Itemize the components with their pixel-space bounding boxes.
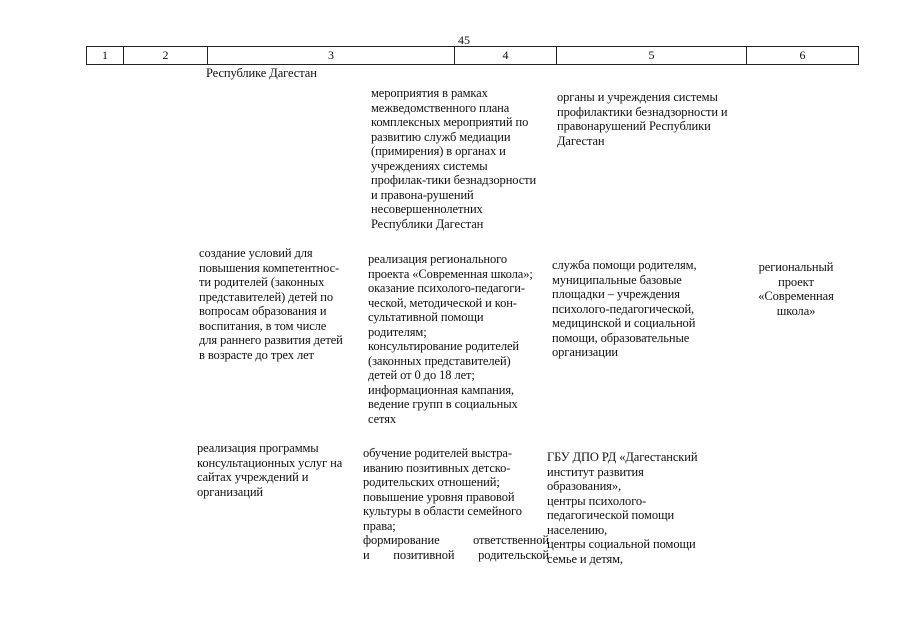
text-line: «Современная [758,289,834,303]
table-column-header-row [86,46,859,65]
text-word: позитивной [393,547,455,562]
text-line: сультативной помощи [368,310,484,324]
text-line: ческой, методической и кон- [368,295,517,310]
column-number-5: 5 [557,47,747,64]
text-line: реализация программы [197,441,319,455]
text-line: служба помощи родителям, [552,258,697,272]
text-line: организаций [197,484,264,499]
text-line: ведение групп в социальных [368,397,518,411]
text-line: создание условий для [199,246,313,260]
row2-activities-cell [368,252,533,426]
text-line: ти родителей (законных [199,275,325,289]
text-line: психолого-педагогической, [552,301,695,316]
text-line: организации [552,345,619,359]
text-line: воспитания, в том числе [199,318,327,333]
text-line: реализация регионального [368,252,508,266]
text-line: мероприятия в рамках [371,86,488,100]
text-line: развитию служб медиации [371,129,511,144]
text-line: и правона-рушений [371,187,474,202]
text-line: педагогической помощи [547,508,675,522]
column-number-4: 4 [455,47,557,64]
text-line: органы и учреждения системы [557,90,718,104]
text-line: Республике Дагестан [206,66,317,80]
text-line: родителям; [368,324,427,339]
text-line: площадки – учреждения [552,287,680,301]
text-line: несовершеннолетних [371,202,483,216]
text-word: ответственной [473,533,549,547]
row1-executors-cell [557,90,728,148]
text-line: проекта «Современная школа»; [368,266,533,281]
text-line: представителей) детей по [199,289,334,304]
text-word: и [363,547,370,562]
text-line: региональный [758,260,834,274]
text-line: информационная кампания, [368,382,515,397]
column-number-6: 6 [747,47,859,64]
text-line: оказание психолого-педагоги- [368,281,525,295]
text-line: для раннего развития детей [199,333,343,347]
text-line: (примирения) в органах и [371,144,506,158]
row1-goal-cell [206,66,317,81]
text-line: семье и детям, [547,551,623,566]
text-line: межведомственного плана [371,100,510,115]
text-line: повышения компетентнос- [199,260,340,275]
row3-activities-lines [363,446,549,533]
column-number-1: 1 [87,47,124,64]
row3-activities-cell [363,446,549,562]
text-line: центры психолого- [547,493,647,508]
text-line: ГБУ ДПО РД «Дагестанский [547,450,698,464]
text-line: культуры в области семейного [363,504,522,518]
text-line: консультационных услуг на [197,455,343,470]
text-line: правонарушений Республики [557,119,711,133]
text-line: профилактики безнадзорности и [557,104,728,119]
text-line: школа» [776,303,816,318]
text-line: населению, [547,522,608,537]
text-line: родительских отношений; [363,475,500,489]
text-line: профилак-тики безнадзорности [371,173,537,187]
text-line: институт развития [547,464,644,479]
page-number: 45 [458,33,470,47]
text-line: образования», [547,479,622,493]
text-line: (законных представителей) [368,353,511,368]
row2-executors-cell [552,258,697,360]
text-line: Республики Дагестан [371,216,484,231]
text-line: центры социальной помощи [547,537,696,551]
row2-goal-cell [199,246,343,362]
row3-executors-cell [547,450,697,566]
text-line: комплексных мероприятий по [371,115,529,129]
text-line: детей от 0 до 18 лет; [368,368,475,382]
text-line: в возрасте до трех лет [199,347,314,362]
text-word: формирование [363,533,440,547]
text-line: помощи, образовательные [552,330,690,345]
row1-activities-cell [371,86,536,231]
text-line: иванию позитивных детско- [363,460,511,475]
text-word: родительской [478,547,549,562]
column-number-2: 2 [124,47,208,64]
text-line: обучение родителей выстра- [363,446,512,460]
row3-activities-justified-line-1 [363,533,549,548]
column-number-3: 3 [208,47,455,64]
row3-goal-cell [197,441,342,499]
text-line: медицинской и социальной [552,316,696,330]
text-line: проект [778,274,814,289]
text-line: сайтах учреждений и [197,470,309,484]
row3-activities-justified-line-2 [363,548,549,563]
text-line: повышение уровня правовой [363,489,515,504]
row2-project-cell [752,260,840,318]
text-line: учреждениях системы [371,158,488,173]
text-line: муниципальные базовые [552,272,682,287]
text-line: сетях [368,411,397,426]
text-line: вопросам образования и [199,304,327,318]
text-line: Дагестан [557,133,605,148]
text-line: консультирование родителей [368,339,519,353]
text-line: права; [363,518,396,533]
